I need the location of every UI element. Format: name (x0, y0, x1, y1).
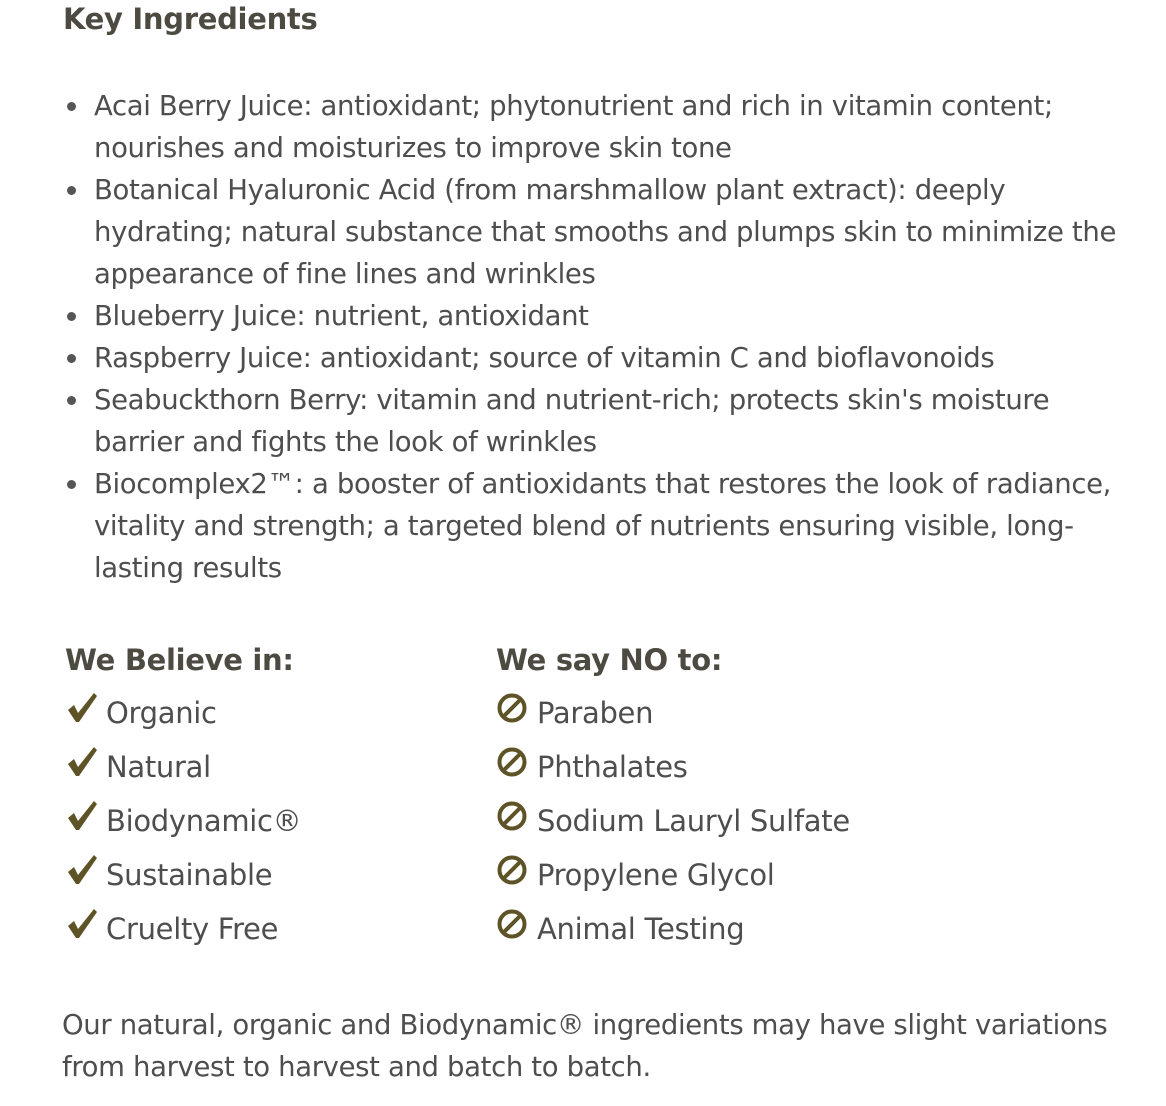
prohibited-icon (496, 746, 528, 778)
say-no-item (496, 740, 850, 794)
ingredient-item (63, 463, 1143, 589)
bullet-icon (67, 186, 76, 195)
say-no-item (496, 794, 850, 848)
prohibited-icon (496, 800, 528, 832)
say-no-item (496, 686, 850, 740)
ingredient-item (63, 337, 1143, 379)
say-no-item (496, 848, 850, 902)
checkmark-icon (65, 907, 99, 941)
ingredient-item (63, 169, 1143, 295)
believe-item-label: Biodynamic® (106, 804, 302, 838)
believe-item-label: Cruelty Free (106, 912, 279, 946)
say-no-heading: We say NO to: (496, 643, 723, 677)
prohibited-icon (496, 692, 528, 724)
believe-heading: We Believe in: (65, 643, 294, 677)
checkmark-icon (65, 853, 99, 887)
ingredient-text: Acai Berry Juice: antioxidant; phytonutrient and rich in vitamin content; nourishes and moisturizes to improve skin tone (94, 90, 1053, 164)
say-no-column (496, 638, 850, 956)
ingredient-item (63, 379, 1143, 463)
bullet-icon (67, 312, 76, 321)
prohibited-icon (496, 854, 528, 886)
believe-item-label: Natural (106, 750, 211, 784)
ingredient-item (63, 85, 1143, 169)
ingredient-text: Biocomplex2™: a booster of antioxidants that restores the look of radiance, vitality and strength; a targeted blend of nutrients ensuring visible, long-lasting results (94, 468, 1112, 584)
say-no-item-label: Paraben (537, 696, 654, 730)
believe-column (65, 638, 301, 956)
say-no-item-label: Animal Testing (537, 912, 745, 946)
ingredient-text: Blueberry Juice: nutrient, antioxidant (94, 300, 589, 332)
believe-item (65, 686, 301, 740)
say-no-item (496, 902, 850, 956)
checkmark-icon (65, 745, 99, 779)
say-no-item-label: Sodium Lauryl Sulfate (537, 804, 850, 838)
bullet-icon (67, 480, 76, 489)
checkmark-icon (65, 691, 99, 725)
believe-item-label: Sustainable (106, 858, 273, 892)
bullet-icon (67, 354, 76, 363)
variation-disclaimer: Our natural, organic and Biodynamic® ingredients may have slight variations from harvest to harvest and batch to batch. (62, 1009, 1108, 1083)
say-no-item-label: Phthalates (537, 750, 688, 784)
believe-item (65, 794, 301, 848)
key-ingredients-heading: Key Ingredients (63, 2, 318, 36)
ingredients-list (63, 85, 1143, 589)
believe-item (65, 740, 301, 794)
ingredient-text: Botanical Hyaluronic Acid (from marshmallow plant extract): deeply hydrating; natural substance that smooths and plumps skin to minimize the appearance of fine lines and wrinkles (94, 174, 1117, 290)
bullet-icon (67, 396, 76, 405)
ingredient-text: Raspberry Juice: antioxidant; source of vitamin C and bioflavonoids (94, 342, 995, 374)
checkmark-icon (65, 799, 99, 833)
say-no-item-label: Propylene Glycol (537, 858, 775, 892)
believe-item (65, 848, 301, 902)
ingredient-item (63, 295, 1143, 337)
bullet-icon (67, 102, 76, 111)
prohibited-icon (496, 908, 528, 940)
believe-item (65, 902, 301, 956)
ingredient-text: Seabuckthorn Berry: vitamin and nutrient-rich; protects skin's moisture barrier and fights the look of wrinkles (94, 384, 1050, 458)
believe-item-label: Organic (106, 696, 217, 730)
